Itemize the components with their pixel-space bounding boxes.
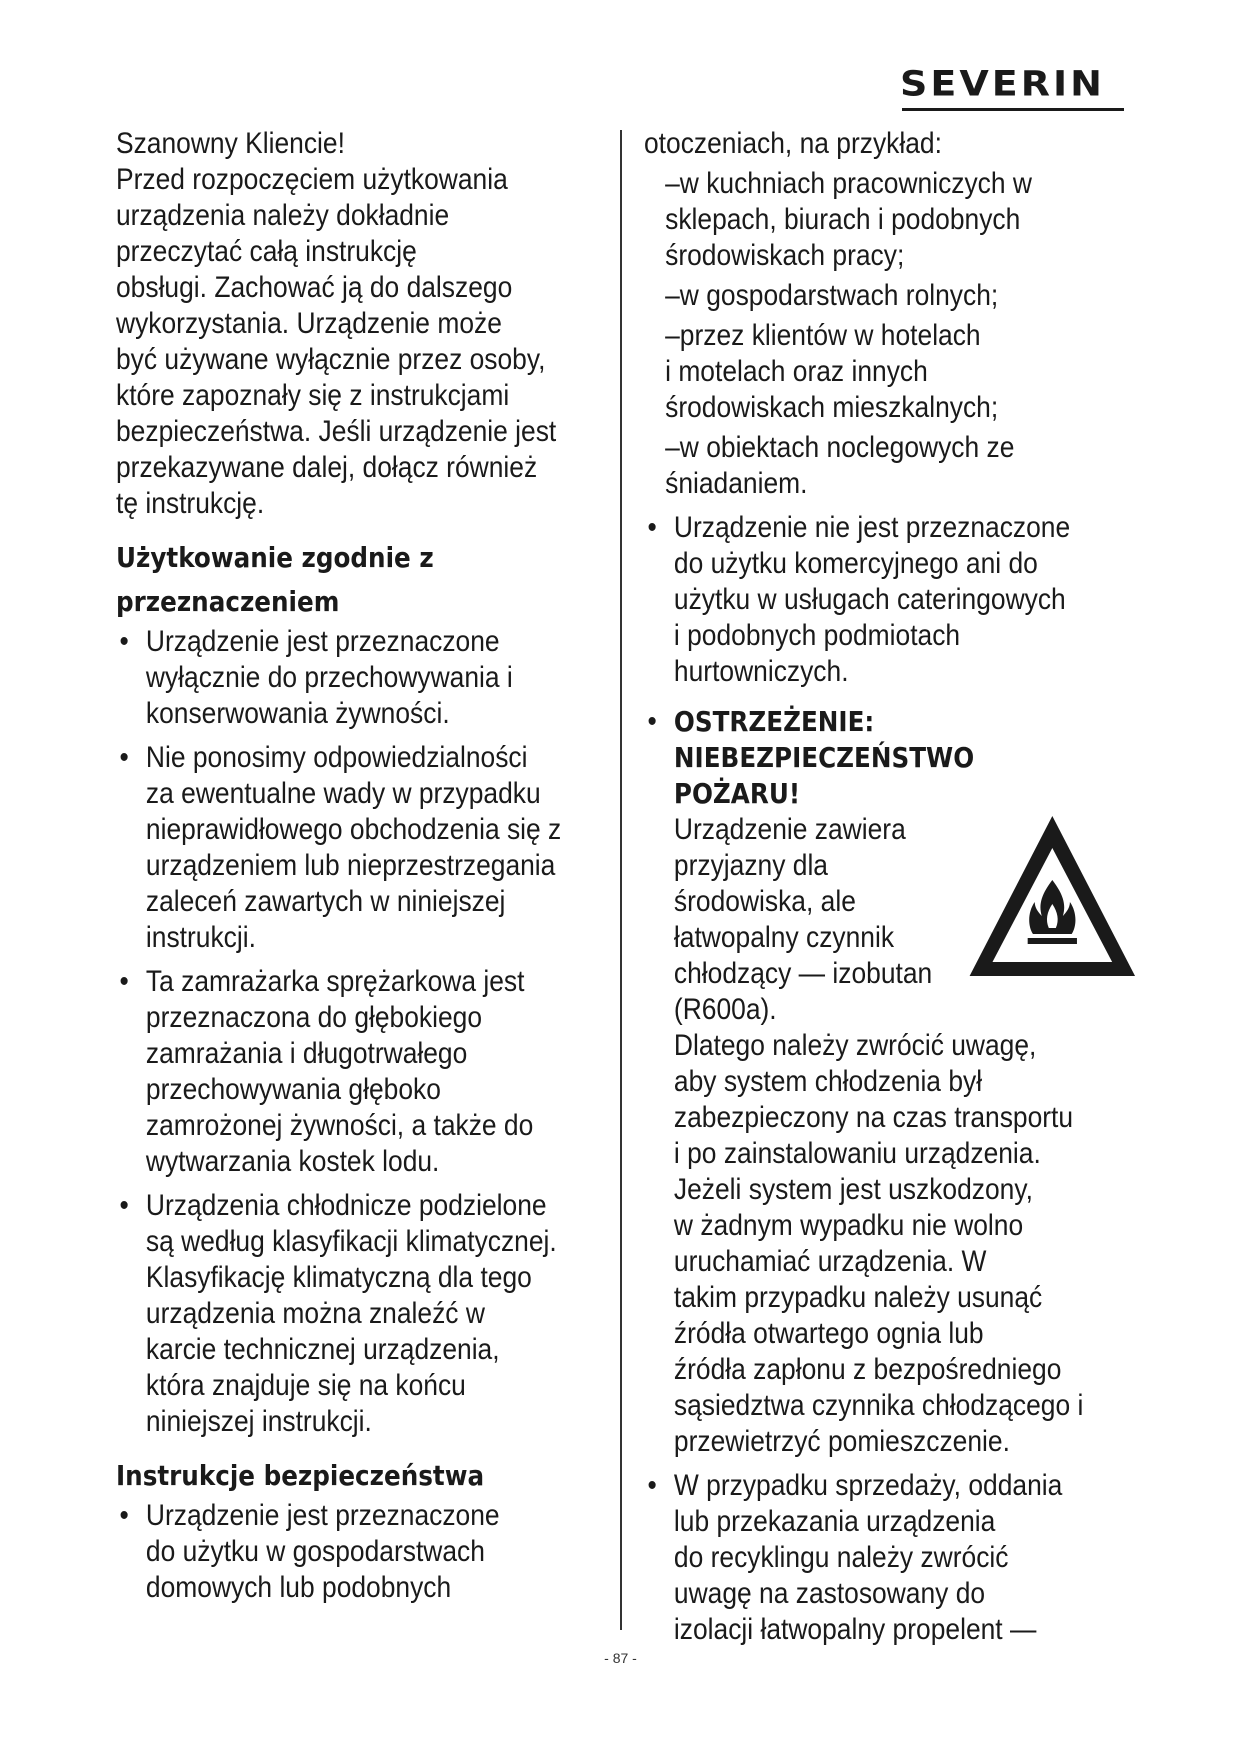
list-item-fire-warning	[644, 704, 1135, 1460]
greeting: Szanowny Kliencie!	[116, 127, 345, 160]
left-column	[116, 126, 602, 1606]
dash-item: –w kuchniach pracowniczych w sklepach, biurach i podobnych środowiskach pracy;	[665, 167, 1032, 272]
logo-underline	[902, 108, 1124, 111]
list-item: • Urządzenie jest przeznaczone do użytku w gospodarstwach domowych lub podobnych	[116, 1498, 602, 1606]
section-heading-intended-use: Użytkowanie zgodnie z przeznaczeniem	[116, 541, 434, 618]
list-item-recycling: • W przypadku sprzedaży, oddania lub przekazania urządzenia do recyklingu należy zwrócić uwagę na zastosowany do izolacji łatwopalny propelent —	[644, 1468, 1135, 1648]
list-item: • Urządzenie jest przeznaczone wyłącznie do przechowywania i konserwowania żywności.	[116, 624, 602, 732]
list-item-commercial-use: • Urządzenie nie jest przeznaczone do użytku komercyjnego ani do użytku w usługach cateringowych i podobnych podmiotach hurtowniczych.	[644, 510, 1135, 690]
safety-list-continued	[644, 510, 1135, 1648]
severin-logo: SEVERIN	[900, 63, 1105, 104]
right-column	[644, 126, 1135, 1648]
intended-use-list	[116, 624, 602, 1440]
page-number: - 87 -	[604, 1650, 637, 1666]
dash-item: –przez klientów w hotelach i motelach oraz innych środowiskach mieszkalnych;	[665, 319, 999, 424]
section-heading-safety: Instrukcje bezpieczeństwa	[116, 1459, 485, 1492]
dash-item: –w gospodarstwach rolnych;	[665, 279, 999, 312]
intro-paragraph: Przed rozpoczęciem użytkowania urządzenia należy dokładnie przeczytać całą instrukcję obsługi. Zachować ją do dalszego wykorzystania. Urządzenie może być używane wyłącznie przez osoby, które zapoznały się z instrukcjami bezpieczeństwa. Jeśli urządzenie jest przekazywane dalej, dołącz również tę instrukcję.	[116, 163, 557, 520]
safety-list	[116, 1498, 602, 1606]
fire-warning-body: Urządzenie zawiera przyjazny dla środowiska, ale łatwopalny czynnik chłodzący — izobutan (R600a). Dlatego należy zwrócić uwagę, aby system chłodzenia był zabezpieczony na czas transportu i po zainstalowaniu urządzenia. Jeżeli system jest uszkodzony, w żadnym wypadku nie wolno uruchamiać urządzenia. W takim przypadku należy usunąć źródła otwartego ognia lub źródła zapłonu z bezpośredniego sąsiedztwa czynnika chłodzącego i przewietrzyć pomieszczenie.	[673, 813, 1084, 1458]
list-item: • Ta zamrażarka sprężarkowa jest przeznaczona do głębokiego zamrażania i długotrwałego przechowywania głęboko zamrożonej żywności, a także do wytwarzania kostek lodu.	[116, 964, 602, 1180]
list-item: • Nie ponosimy odpowiedzialności za ewentualne wady w przypadku nieprawidłowego obchodzenia się z urządzeniem lub nieprzestrzegania zaleceń zawartych w niniejszej instrukcji.	[116, 740, 602, 956]
column-divider	[620, 130, 622, 1630]
fire-warning-title: • OSTRZEŻENIE: NIEBEZPIECZEŃSTWO POŻARU!	[673, 705, 975, 810]
dash-item: –w obiektach noclegowych ze śniadaniem.	[665, 431, 1015, 500]
list-item: • Urządzenia chłodnicze podzielone są według klasyfikacji klimatycznej. Klasyfikację klimatyczną dla tego urządzenia można znaleźć w karcie technicznej urządzenia, która znajduje się na końcu niniejszej instrukcji.	[116, 1188, 602, 1440]
flammable-warning-sign-icon	[964, 808, 1140, 984]
continuation-text: otoczeniach, na przykład:	[644, 127, 942, 160]
